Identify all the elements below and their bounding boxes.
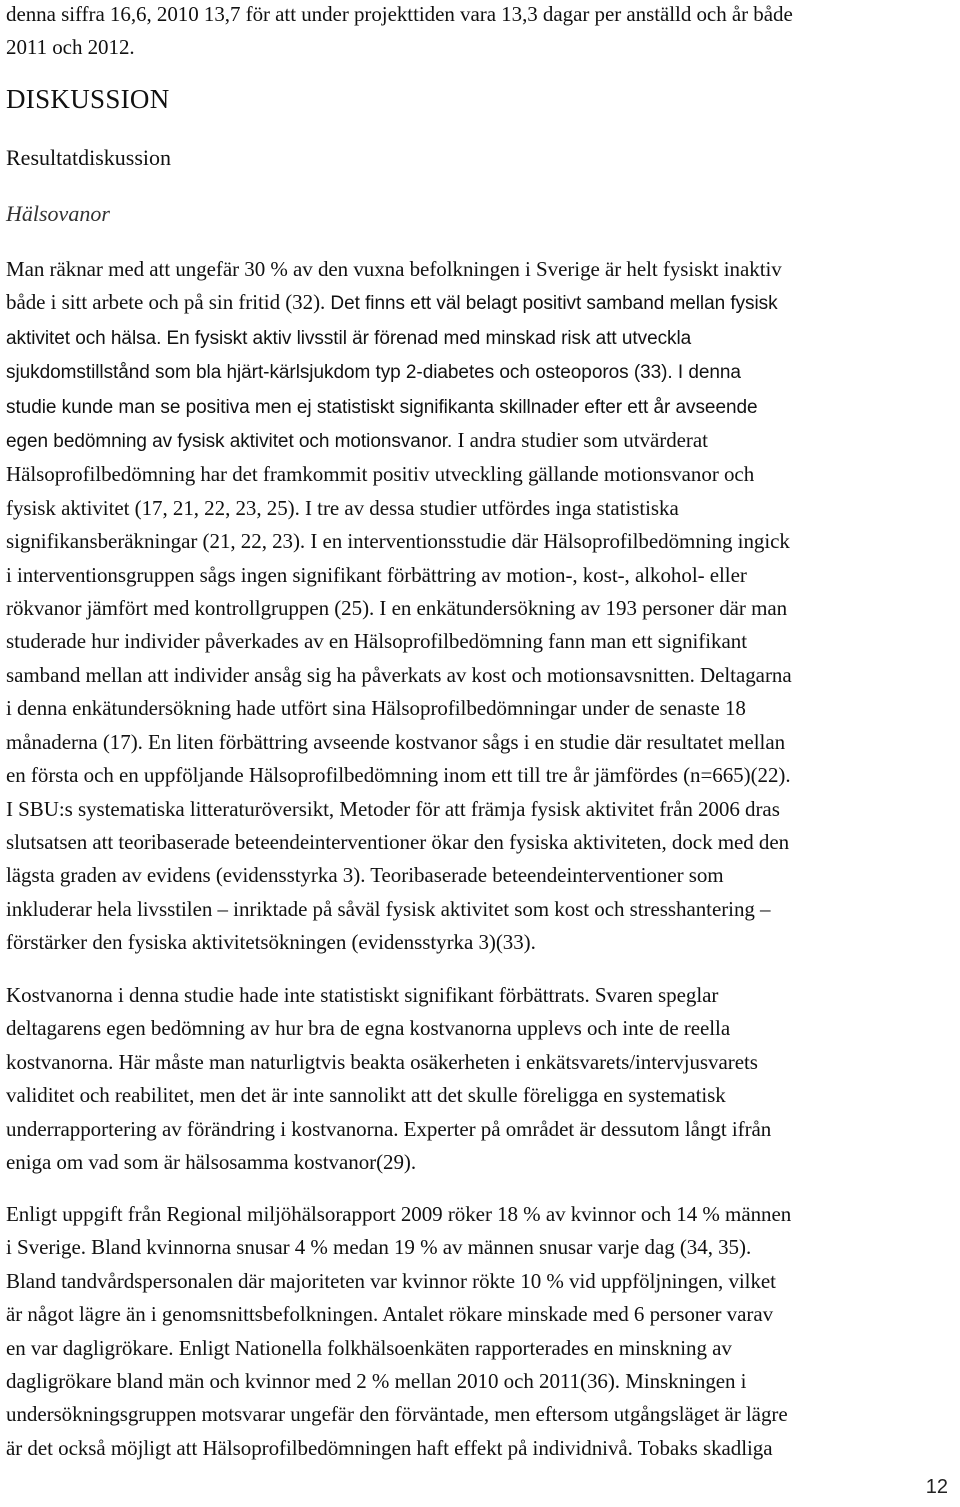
- paragraph-text-serif: I andra studier som utvärderat Hälsoprofilbedömning har det framkommit positiv utveckling gällande motionsvanor och fysisk aktivitet (17, 21, 22, 23, 25). I tre av dessa studier utfördes inga statistiska signifikansberäkningar (21, 22, 23). I en interventionsstudie där Hälsoprofilbedömning ingick i interventionsgruppen sågs ingen signifikant förbättring av motion-, kost-, alkohol- eller rökvanor jämfört med kontrollgruppen (25). I en enkätundersökning av 193 personer där man studerade hur individer påverkades av en Hälsoprofilbedömning fann man ett signifikant samband mellan att individer ansåg sig ha påverkats av kost och motionsavsnitten. Deltagarna i denna enkätundersökning hade utfört sina Hälsoprofilbedömningar under de senaste 18 månaderna (17). En liten förbättring avseende kostvanor sågs i en studie där resultatet mellan en första och en uppföljande Hälsoprofilbedömning inom ett till tre år jämfördes (n=665)(22). I SBU:s systematiska litteraturöversikt, Metoder för att främja fysisk aktivitet från 2006 dras slutsatsen att teoribaserade beteendeinterventioner ökar den fysiska aktiviteten, dock med den lägsta graden av evidens (evidensstyrka 3). Teoribaserade beteendeinterventioner som inkluderar hela livsstilen – inriktade på såväl fysisk aktivitet som kost och stresshantering – förstärker den fysiska aktivitetsökningen (evidensstyrka 3)(33).: [6, 428, 792, 955]
- subsection-heading: Resultatdiskussion: [6, 145, 172, 170]
- paragraph-text-serif: Man räknar med att ungefär 30 % av den vuxna befolkningen i Sverige är helt fysiskt inaktiv både i sitt arbete och på sin fritid (32).: [6, 257, 782, 315]
- intro-text: denna siffra 16,6, 2010 13,7 för att under projekttiden vara 13,3 dagar per anställd och år både 2011 och 2012.: [6, 2, 793, 60]
- paragraph-text-sans: Det finns ett väl belagt positivt samband mellan fysisk aktivitet och hälsa. En fysiskt aktiv livsstil är förenad med minskad risk att utveckla sjukdomstillstånd som bla hjärt-kärlsjukdom typ 2-diabetes och osteoporos (33). I denna studie kunde man se positiva men ej statistiskt signifikanta skillnader efter ett år avseende egen bedömning av fysisk aktivitet och motionsvanor.: [6, 293, 778, 453]
- paragraph-health-habits: [6, 253, 956, 960]
- paragraph-tobacco: Enligt uppgift från Regional miljöhälsorapport 2009 röker 18 % av kvinnor och 14 % männen i Sverige. Bland kvinnorna snusar 4 % medan 19 % av männen snusar varje dag (34, 35). Bland tandvårdspersonalen där majoriteten var kvinnor rökte 10 % vid uppföljningen, vilket är något lägre än i genomsnittsbefolkningen. Antalet rökare minskade med 6 personer varav en var dagligrökare. Enligt Nationella folkhälsoenkäten rapporterades en minskning av dagligrökare bland män och kvinnor med 2 % mellan 2010 och 2011(36). Minskningen i undersökningsgruppen motsvarar ungefär den förväntade, men eftersom utgångsläget är lägre är det också möjligt att Hälsoprofilbedömningen haft effekt på individnivå. Tobaks skadliga: [6, 1202, 792, 1460]
- paragraph-diet-habits: Kostvanorna i denna studie hade inte statistiskt signifikant förbättrats. Svaren speglar deltagarens egen bedömning av hur bra de egna kostvanorna upplevs och inte de reella kostvanorna. Här måste man naturligtvis beakta osäkerheten i enkätsvarets/intervjusvarets validitet och reabilitet, men det är inte sannolikt att det skulle föreligga en systematisk underrapportering av förändring i kostvanorna. Experter på området är dessutom långt ifrån eniga om vad som är hälsosamma kostvanor(29).: [6, 983, 772, 1175]
- topic-heading: Hälsovanor: [6, 201, 110, 226]
- section-heading: DISKUSSION: [6, 84, 170, 114]
- page-number: 12: [925, 1476, 948, 1498]
